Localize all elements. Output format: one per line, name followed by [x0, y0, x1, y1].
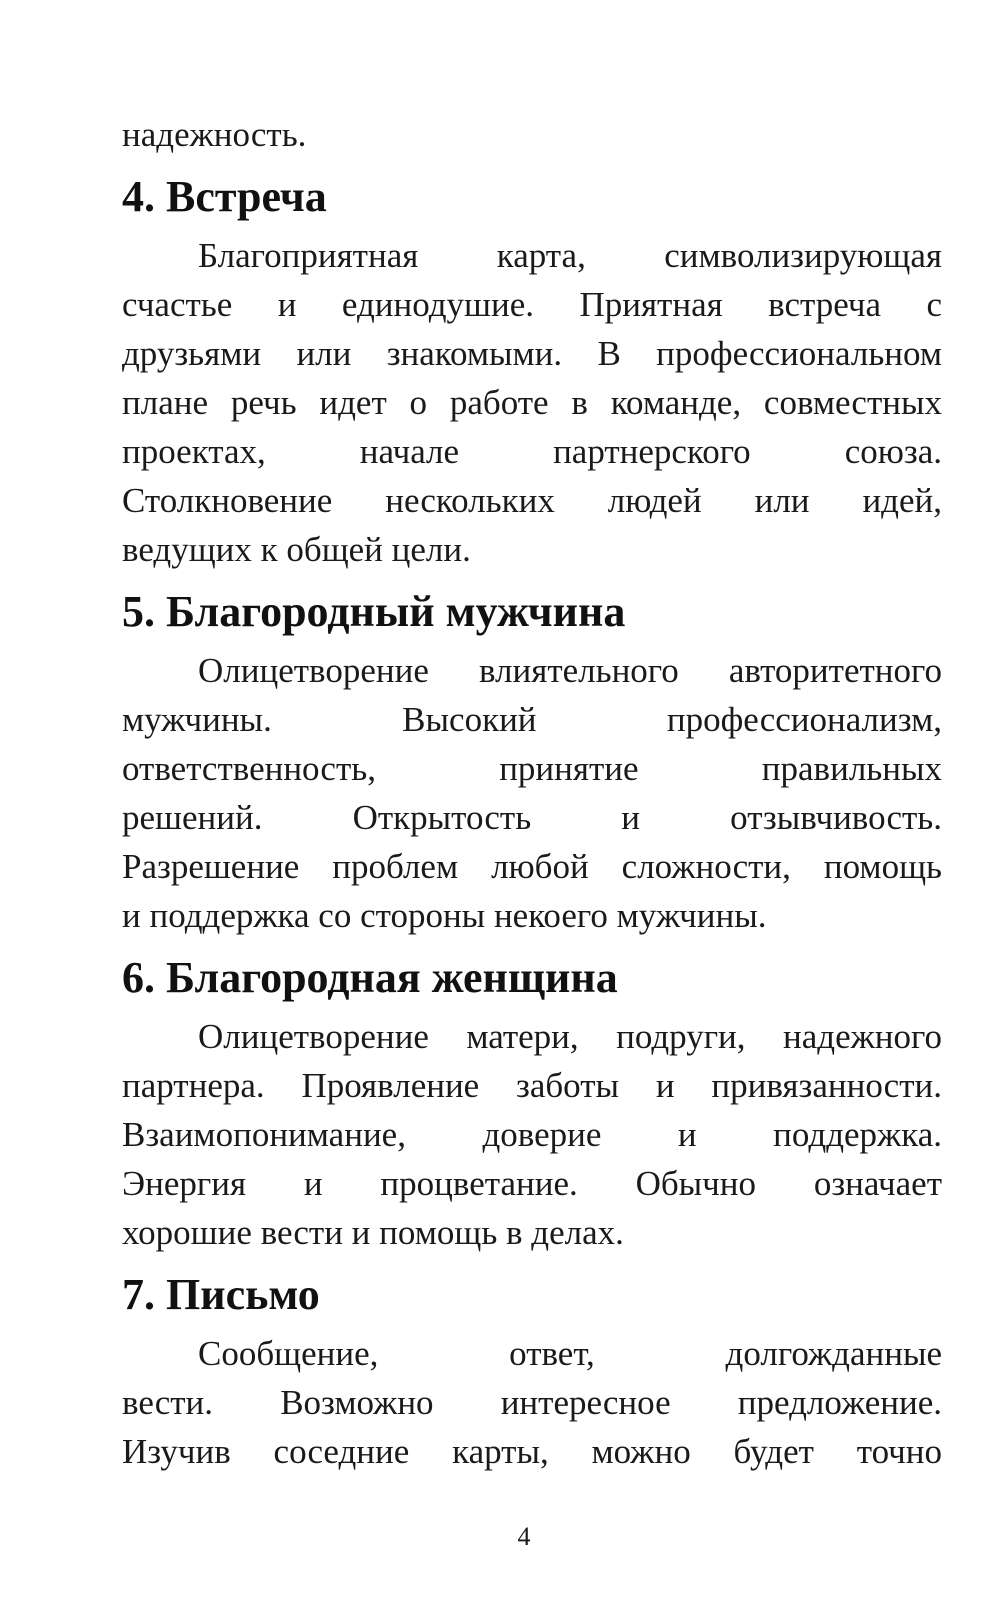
paragraph-line: друзьями или знакомыми. В профессиональном	[122, 334, 942, 373]
intro-line: надежность.	[122, 115, 307, 154]
section-title: 4. Встреча	[122, 172, 327, 221]
paragraph-line: Благоприятная карта, символизирующая	[198, 236, 942, 275]
paragraph-line: вести. Возможно интересное предложение.	[122, 1383, 942, 1422]
page-number: 4	[517, 1522, 531, 1551]
paragraph-line: Столкновение нескольких людей или идей,	[122, 481, 942, 520]
paragraph-line: Энергия и процветание. Обычно означает	[122, 1164, 942, 1203]
paragraph-line: проектах, начале партнерского союза.	[122, 432, 942, 471]
section-paragraph	[122, 646, 942, 940]
section-pismo	[122, 1267, 942, 1476]
paragraph-line: ведущих к общей цели.	[122, 530, 471, 569]
paragraph-line: решений. Открытость и отзывчивость.	[122, 798, 942, 837]
book-page	[122, 110, 942, 1486]
paragraph-line: плане речь идет о работе в команде, совместных	[122, 383, 942, 422]
paragraph-line: счастье и единодушие. Приятная встреча с	[122, 285, 942, 324]
section-vstrecha	[122, 169, 942, 574]
section-paragraph	[122, 1329, 942, 1476]
paragraph-line: партнера. Проявление заботы и привязанности.	[122, 1066, 942, 1105]
section-blagorodnyi-muzhchina	[122, 584, 942, 940]
paragraph-line: Олицетворение влиятельного авторитетного	[198, 651, 942, 690]
section-title: 6. Благородная женщина	[122, 953, 618, 1002]
section-blagorodnaya-zhenshchina	[122, 950, 942, 1257]
paragraph-line: ответственность, принятие правильных	[122, 749, 942, 788]
paragraph-line: Разрешение проблем любой сложности, помощь	[122, 847, 942, 886]
paragraph-line: и поддержка со стороны некоего мужчины.	[122, 896, 767, 935]
paragraph-line: хорошие вести и помощь в делах.	[122, 1213, 624, 1252]
section-title: 7. Письмо	[122, 1270, 320, 1319]
section-paragraph	[122, 231, 942, 574]
paragraph-line: Сообщение, ответ, долгожданные	[198, 1334, 942, 1373]
paragraph-line: Изучив соседние карты, можно будет точно	[122, 1432, 942, 1471]
paragraph-line: Олицетворение матери, подруги, надежного	[198, 1017, 942, 1056]
paragraph-line: Взаимопонимание, доверие и поддержка.	[122, 1115, 942, 1154]
paragraph-line: мужчины. Высокий профессионализм,	[122, 700, 942, 739]
section-paragraph	[122, 1012, 942, 1257]
section-title: 5. Благородный мужчина	[122, 587, 626, 636]
